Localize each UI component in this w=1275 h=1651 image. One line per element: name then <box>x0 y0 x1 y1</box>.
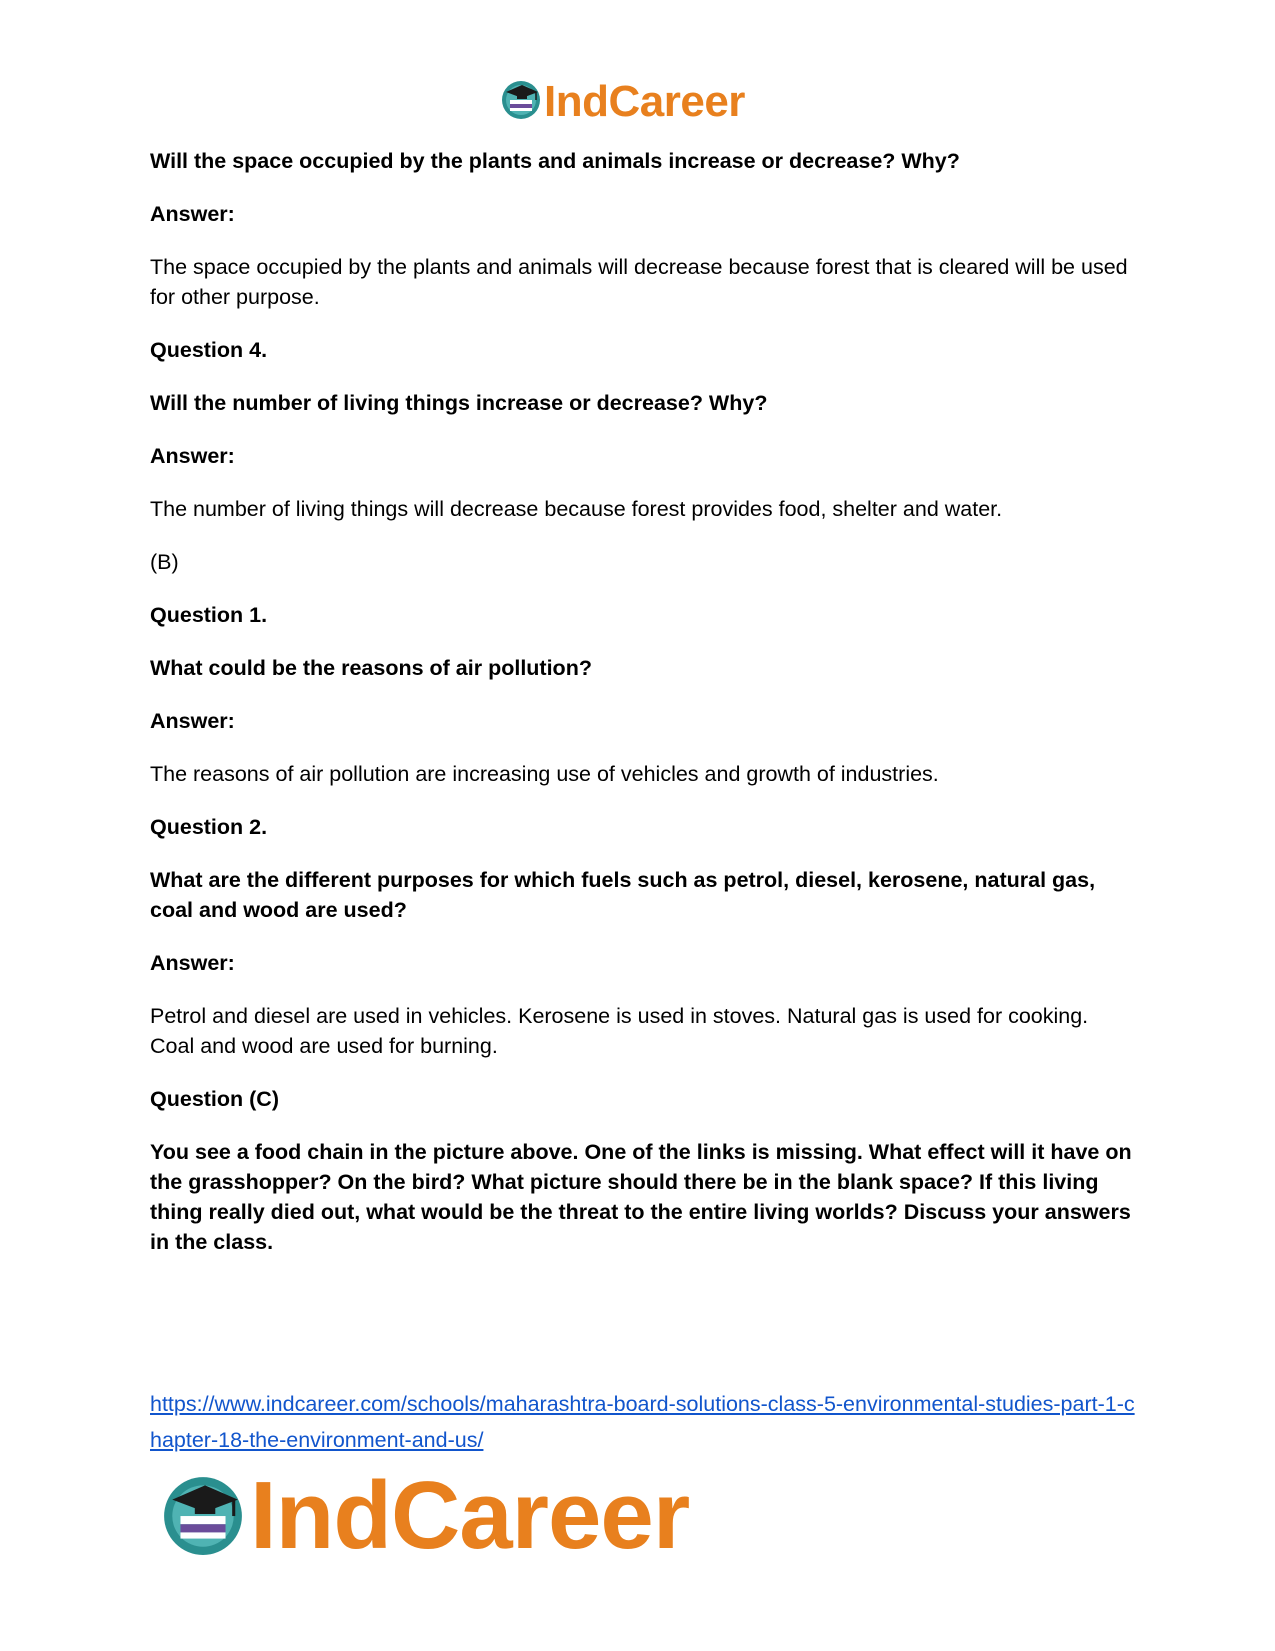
answer-text: The number of living things will decrease because forest provides food, shelter and water. <box>150 497 1003 521</box>
graduation-cap-globe-icon <box>500 78 542 125</box>
source-url-link[interactable]: https://www.indcareer.com/schools/maharashtra-board-solutions-class-5-environmental-studies-part-1-chapter-18-the-environment-and-us/ <box>150 1392 1135 1452</box>
answer-label: Answer: <box>150 444 235 468</box>
header-logo <box>500 78 745 125</box>
footer-logo <box>160 1462 690 1569</box>
question-label: Question 2. <box>150 815 268 839</box>
question-label: Question 1. <box>150 603 268 627</box>
answer-text: Petrol and diesel are used in vehicles. Kerosene is used in stoves. Natural gas is used for cooking. Coal and wood are used for burning. <box>150 1004 1089 1058</box>
logo-wordmark: IndCareer <box>250 1462 690 1569</box>
logo-wordmark: IndCareer <box>544 76 745 126</box>
question-text: Will the space occupied by the plants and animals increase or decrease? Why? <box>150 149 960 173</box>
question-text: You see a food chain in the picture above. One of the links is missing. What effect will it have on the grasshopper? On the bird? What picture should there be in the blank space? If this living thing really died out, what would be the threat to the entire living worlds? Discuss your answers in the class. <box>150 1140 1132 1254</box>
question-text: Will the number of living things increase or decrease? Why? <box>150 391 768 415</box>
main-content <box>150 146 1135 1280</box>
graduation-cap-globe-icon <box>160 1471 246 1562</box>
question-text: What are the different purposes for which fuels such as petrol, diesel, kerosene, natural gas, coal and wood are used? <box>150 868 1096 922</box>
question-label: Question 4. <box>150 338 268 362</box>
answer-label: Answer: <box>150 709 235 733</box>
answer-text: The reasons of air pollution are increasing use of vehicles and growth of industries. <box>150 762 939 786</box>
answer-label: Answer: <box>150 202 235 226</box>
question-text: What could be the reasons of air pollution? <box>150 656 592 680</box>
question-label: Question (C) <box>150 1087 279 1111</box>
answer-text: The space occupied by the plants and animals will decrease because forest that is cleared will be used for other purpose. <box>150 255 1128 309</box>
section-heading: (B) <box>150 550 179 574</box>
answer-label: Answer: <box>150 951 235 975</box>
